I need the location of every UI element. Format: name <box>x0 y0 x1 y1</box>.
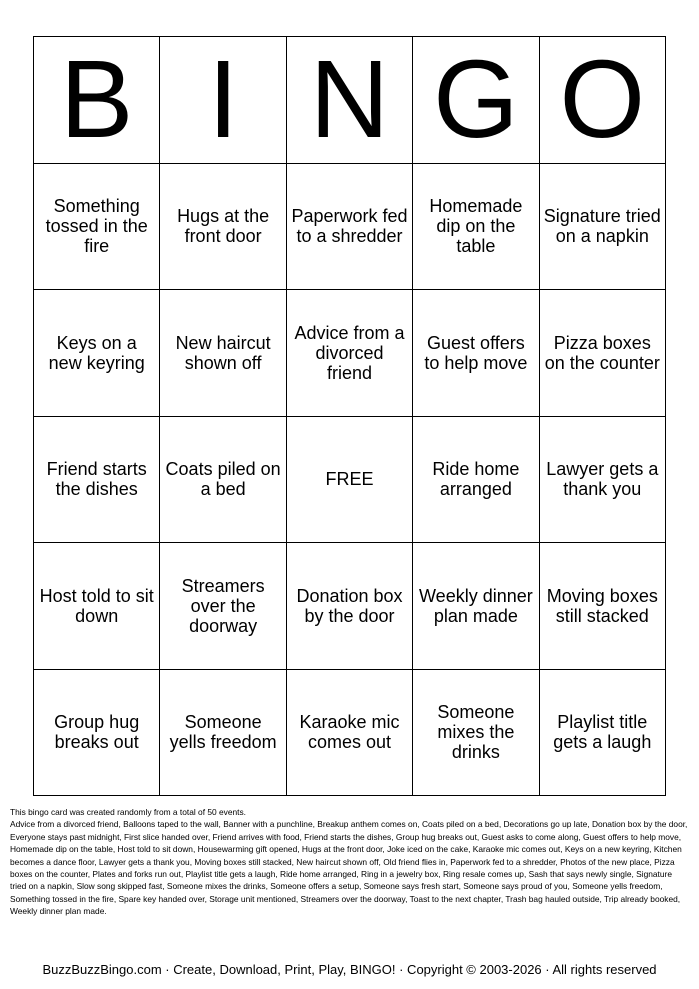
bingo-square: Someone mixes the drinks <box>413 670 539 797</box>
bingo-square: Playlist title gets a laugh <box>540 670 666 797</box>
footnote-events: Advice from a divorced friend, Balloons taped to the wall, Banner with a punchline, Breakup anthem comes on, Coats piled on a bed, Decorations go up late, Donation box by the door, Everyone stays past midnight, First slice handed over, Friend arrives with food, Friend starts the dishes, Group hug breaks out, Guest asks to come along, Guest offers to help move, Homemade dip on the table, Host told to sit down, Housewarming gift opened, Hugs at the front door, Joke iced on the cake, Karaoke mic comes out, Keys on a new keyring, Kitchen becomes a dance floor, Lawyer gets a thank you, Moving boxes still stacked, New haircut shown off, Old friend flies in, Paperwork fed to a shredder, Photos of the new place, Pizza boxes on the counter, Plates and forks run out, Playlist title gets a laugh, Ride home arranged, Ring in a jewelry box, Ring resale comes up, Sash that says newly single, Signature tried on a napkin, Slow song skipped fast, Someone mixes the drinks, Someone offers a setup, Someone says fresh start, Someone says proud of you, Someone yells freedom, Something tossed in the fire, Spare key handed over, Storage unit mentioned, Streamers over the doorway, Toast to the next chapter, Trash bag hauled outside, Trip already booked, Weekly dinner plan made. <box>10 819 688 917</box>
header-letter-g: G <box>413 37 539 164</box>
free-square: FREE <box>287 417 413 544</box>
bingo-square: Signature tried on a napkin <box>540 164 666 291</box>
bingo-square: Advice from a divorced friend <box>287 290 413 417</box>
site-footer: BuzzBuzzBingo.com · Create, Download, Print, Play, BINGO! · Copyright © 2003-2026 · All rights reserved <box>42 962 657 977</box>
bingo-square: Pizza boxes on the counter <box>540 290 666 417</box>
bingo-square: Someone yells freedom <box>160 670 286 797</box>
bingo-square: Paperwork fed to a shredder <box>287 164 413 291</box>
bingo-square: Host told to sit down <box>34 543 160 670</box>
header-letter-o: O <box>540 37 666 164</box>
bingo-square: Weekly dinner plan made <box>413 543 539 670</box>
bingo-square: Hugs at the front door <box>160 164 286 291</box>
bingo-square: Coats piled on a bed <box>160 417 286 544</box>
bingo-square: Karaoke mic comes out <box>287 670 413 797</box>
bingo-square: Moving boxes still stacked <box>540 543 666 670</box>
bingo-square: Group hug breaks out <box>34 670 160 797</box>
header-letter-n: N <box>287 37 413 164</box>
footnote-intro: This bingo card was created randomly from a total of 50 events. <box>10 807 247 817</box>
bingo-square: Streamers over the doorway <box>160 543 286 670</box>
event-list-footnote <box>10 806 690 918</box>
bingo-square: New haircut shown off <box>160 290 286 417</box>
bingo-square: Ride home arranged <box>413 417 539 544</box>
bingo-square: Keys on a new keyring <box>34 290 160 417</box>
bingo-card <box>33 36 666 796</box>
bingo-square: Lawyer gets a thank you <box>540 417 666 544</box>
header-letter-b: B <box>34 37 160 164</box>
bingo-square: Donation box by the door <box>287 543 413 670</box>
bingo-square: Something tossed in the fire <box>34 164 160 291</box>
bingo-square: Guest offers to help move <box>413 290 539 417</box>
bingo-square: Friend starts the dishes <box>34 417 160 544</box>
bingo-square: Homemade dip on the table <box>413 164 539 291</box>
header-letter-i: I <box>160 37 286 164</box>
